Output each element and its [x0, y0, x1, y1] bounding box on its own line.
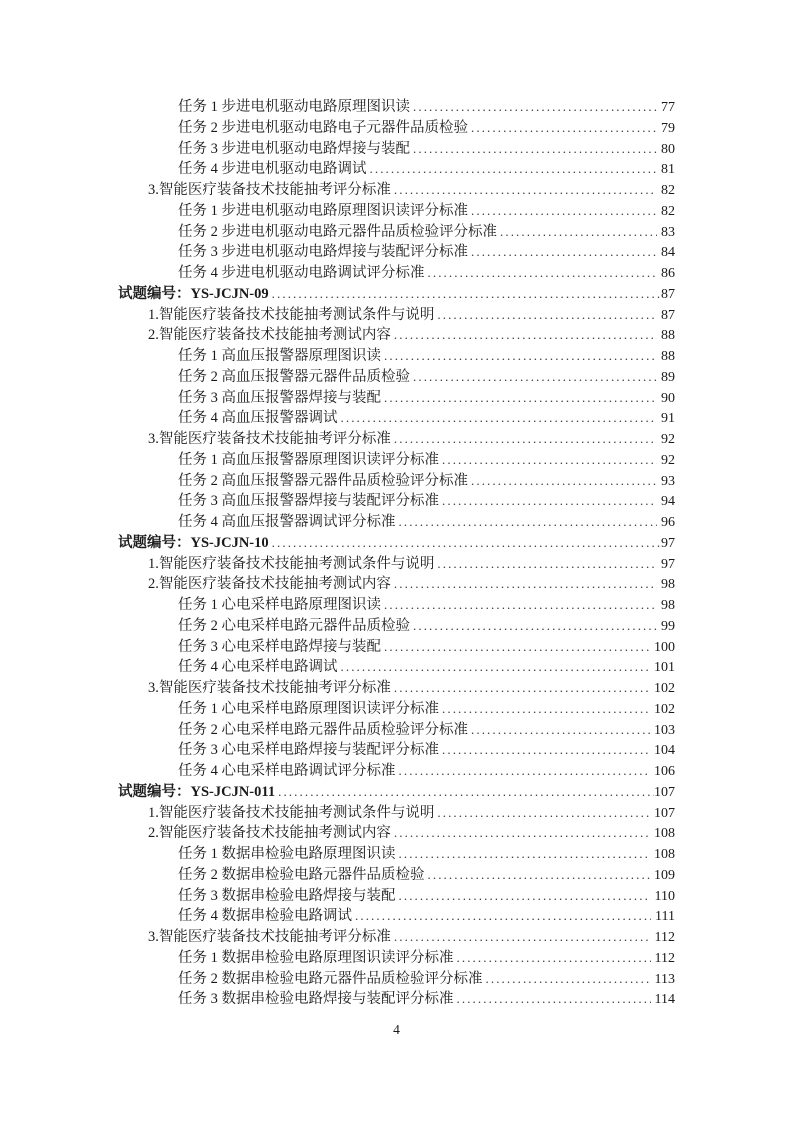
toc-entry [118, 512, 675, 533]
toc-leader-dots [457, 948, 651, 969]
toc-leader-dots [399, 761, 651, 782]
toc-leader-dots [394, 325, 657, 346]
toc-entry-title: 任务 1 心电采样电路原理图识读 [178, 597, 381, 613]
toc-entry-page-number: 92 [661, 452, 675, 468]
toc-entry [118, 948, 675, 969]
toc-entry-title: 任务 2 心电采样电路元器件品质检验评分标准 [178, 721, 468, 738]
toc-entry [118, 118, 675, 139]
toc-entry-title: 任务 4 步进电机驱动电路调试 [178, 161, 367, 178]
toc-entry-title: 试题编号：YS-JCJN-011 [118, 783, 276, 800]
toc-leader-dots [399, 512, 658, 533]
toc-entry-page-number: 87 [661, 286, 675, 302]
toc-entry-title: 任务 1 数据串检验电路原理图识读评分标准 [178, 949, 454, 966]
toc-leader-dots [272, 284, 661, 305]
toc-leader-dots [442, 491, 657, 512]
toc-entry-title: 任务 3 心电采样电路焊接与装配 [178, 638, 381, 655]
toc-entry [118, 533, 675, 554]
toc-leader-dots [394, 429, 657, 450]
toc-leader-dots [370, 159, 658, 180]
toc-entry [118, 346, 675, 367]
toc-entry-page-number: 81 [661, 162, 675, 178]
toc-leader-dots [394, 678, 650, 699]
toc-entry-title: 1.智能医疗装备技术技能抽考测试条件与说明 [148, 306, 435, 323]
toc-entry-title: 任务 3 数据串检验电路焊接与装配评分标准 [178, 991, 454, 1008]
toc-entry-page-number: 114 [654, 992, 675, 1008]
toc-leader-dots [278, 782, 654, 803]
toc-entry-title: 任务 3 高血压报警器焊接与装配 [178, 389, 381, 406]
toc-entry-title: 任务 3 高血压报警器焊接与装配评分标准 [178, 493, 439, 510]
toc-entry-page-number: 111 [655, 909, 675, 925]
toc-entry [118, 367, 675, 388]
toc-entry [118, 325, 675, 346]
toc-entry-page-number: 82 [661, 183, 675, 198]
toc-entry [118, 263, 675, 284]
toc-entry-title: 任务 1 步进电机驱动电路原理图识读评分标准 [178, 202, 468, 219]
toc-leader-dots [500, 222, 657, 243]
toc-leader-dots [428, 263, 658, 284]
toc-leader-dots [437, 554, 657, 575]
toc-entry-page-number: 109 [654, 867, 675, 883]
toc-entry-page-number: 86 [661, 266, 675, 281]
page-footer [0, 1020, 793, 1040]
toc-entry [118, 823, 675, 844]
toc-leader-dots [428, 865, 651, 886]
toc-leader-dots [486, 969, 651, 990]
toc-entry [118, 969, 675, 990]
toc-entry-page-number: 106 [654, 764, 675, 779]
toc-leader-dots [341, 408, 658, 429]
toc-leader-dots [384, 637, 650, 658]
toc-entry-page-number: 83 [661, 224, 675, 240]
toc-entry-page-number: 100 [654, 639, 675, 655]
toc-leader-dots [413, 97, 657, 118]
toc-entry-page-number: 89 [661, 369, 675, 385]
toc-entry [118, 201, 675, 222]
toc-entry-page-number: 88 [661, 349, 675, 364]
toc-entry-title: 任务 1 心电采样电路原理图识读评分标准 [178, 700, 439, 717]
toc-entry-page-number: 84 [661, 245, 675, 261]
toc-entry-title: 任务 1 高血压报警器原理图识读 [178, 348, 381, 364]
toc-entry [118, 844, 675, 865]
toc-leader-dots [394, 927, 651, 948]
toc-leader-dots [437, 305, 657, 326]
toc-entry-page-number: 87 [661, 307, 675, 323]
toc-entry-title: 任务 3 步进电机驱动电路焊接与装配 [178, 140, 410, 157]
toc-entry-page-number: 112 [654, 950, 675, 966]
toc-entry-title: 任务 1 高血压报警器原理图识读评分标准 [178, 451, 439, 468]
toc-entry [118, 222, 675, 243]
toc-entry-page-number: 91 [661, 411, 675, 427]
toc-leader-dots [355, 906, 651, 927]
toc-entry-page-number: 112 [654, 930, 675, 945]
toc-leader-dots [399, 844, 651, 865]
toc-entry-page-number: 97 [661, 556, 675, 572]
toc-entry-title: 任务 3 步进电机驱动电路焊接与装配评分标准 [178, 244, 468, 261]
toc-entry [118, 284, 675, 305]
toc-entry [118, 388, 675, 409]
toc-entry-title: 任务 4 心电采样电路调试 [178, 659, 338, 676]
toc-entry-title: 3.智能医疗装备技术技能抽考评分标准 [148, 182, 391, 198]
toc-entry [118, 989, 675, 1010]
toc-entry [118, 180, 675, 201]
toc-entry-page-number: 113 [654, 971, 675, 987]
toc-entry-title: 2.智能医疗装备技术技能抽考测试内容 [148, 576, 391, 593]
toc-entry-title: 任务 2 高血压报警器元器件品质检验评分标准 [178, 472, 468, 489]
toc-entry-page-number: 102 [654, 701, 675, 717]
toc-entry-title: 任务 1 数据串检验电路原理图识读 [178, 846, 396, 862]
toc-entry-title: 任务 4 步进电机驱动电路调试评分标准 [178, 265, 425, 281]
toc-leader-dots [413, 139, 657, 160]
toc-entry-page-number: 107 [654, 805, 675, 821]
toc-entry [118, 886, 675, 907]
toc-leader-dots [413, 616, 657, 637]
toc-entry-page-number: 92 [661, 432, 675, 447]
toc-entry-page-number: 77 [661, 100, 675, 115]
toc-entry [118, 782, 675, 803]
toc-entry-page-number: 108 [654, 847, 675, 862]
toc-entry-page-number: 79 [661, 120, 675, 136]
toc-leader-dots [471, 201, 657, 222]
toc-leader-dots [471, 471, 657, 492]
toc-leader-dots [341, 657, 651, 678]
toc-leader-dots [442, 450, 657, 471]
toc-entry-page-number: 108 [654, 826, 675, 842]
toc-entry [118, 616, 675, 637]
toc-entry-title: 2.智能医疗装备技术技能抽考测试内容 [148, 825, 391, 842]
toc-leader-dots [437, 803, 650, 824]
toc-entry-page-number: 101 [654, 660, 675, 676]
toc-leader-dots [394, 823, 650, 844]
toc-entry-title: 2.智能医疗装备技术技能抽考测试内容 [148, 327, 391, 344]
toc-entry [118, 699, 675, 720]
toc-entry [118, 450, 675, 471]
toc-entry-title: 任务 2 步进电机驱动电路电子元器件品质检验 [178, 119, 468, 136]
toc-leader-dots [442, 740, 650, 761]
toc-entry-page-number: 90 [661, 390, 675, 406]
toc-entry-title: 任务 4 心电采样电路调试评分标准 [178, 763, 396, 779]
toc-entry [118, 491, 675, 512]
footer-page-number: 4 [393, 1022, 400, 1037]
toc-leader-dots [394, 574, 657, 595]
toc-entry-title: 任务 3 心电采样电路焊接与装配评分标准 [178, 742, 439, 759]
toc-entry-page-number: 103 [654, 722, 675, 738]
toc-entry-title: 任务 4 高血压报警器调试 [178, 410, 338, 427]
toc-entry-title: 任务 2 数据串检验电路元器件品质检验 [178, 866, 425, 883]
toc-leader-dots [384, 595, 657, 616]
toc-entry-title: 1.智能医疗装备技术技能抽考测试条件与说明 [148, 804, 435, 821]
toc-entry-page-number: 88 [661, 328, 675, 344]
toc-entry-title: 试题编号：YS-JCJN-09 [118, 285, 269, 302]
toc-entry [118, 637, 675, 658]
toc-entry-page-number: 110 [654, 888, 675, 904]
toc-entry-title: 3.智能医疗装备技术技能抽考评分标准 [148, 929, 391, 945]
toc-entry [118, 139, 675, 160]
toc-entry-page-number: 93 [661, 473, 675, 489]
toc-entry [118, 471, 675, 492]
toc-leader-dots [471, 720, 650, 741]
toc-leader-dots [442, 699, 650, 720]
toc-entry-page-number: 104 [654, 743, 675, 759]
toc-entry-title: 任务 2 数据串检验电路元器件品质检验评分标准 [178, 970, 483, 987]
toc-entry [118, 657, 675, 678]
toc-entry-title: 任务 1 步进电机驱动电路原理图识读 [178, 99, 410, 115]
toc-entry [118, 720, 675, 741]
toc-entry-page-number: 96 [661, 515, 675, 530]
toc-entry [118, 803, 675, 824]
toc-leader-dots [471, 118, 657, 139]
toc-entry-title: 3.智能医疗装备技术技能抽考评分标准 [148, 680, 391, 696]
toc-entry-page-number: 94 [661, 494, 675, 510]
toc-entry-page-number: 99 [661, 618, 675, 634]
toc-entry-page-number: 98 [661, 598, 675, 613]
toc-entry [118, 159, 675, 180]
toc-entry [118, 740, 675, 761]
toc-leader-dots [471, 242, 657, 263]
toc-entry [118, 678, 675, 699]
toc-entry [118, 429, 675, 450]
toc-entry-page-number: 102 [654, 681, 675, 696]
toc-entry [118, 906, 675, 927]
toc-entry-page-number: 80 [661, 141, 675, 157]
toc-leader-dots [399, 886, 651, 907]
toc-entry-title: 任务 2 步进电机驱动电路元器件品质检验评分标准 [178, 223, 497, 240]
toc-leader-dots [384, 346, 657, 367]
toc-entry-page-number: 82 [661, 203, 675, 219]
toc-entry [118, 408, 675, 429]
toc-entry-title: 试题编号：YS-JCJN-10 [118, 534, 269, 551]
toc-entry-title: 任务 3 数据串检验电路焊接与装配 [178, 887, 396, 904]
toc-entry [118, 865, 675, 886]
toc-entry [118, 595, 675, 616]
toc-entry [118, 305, 675, 326]
toc-entry-page-number: 97 [661, 535, 675, 551]
toc-entry [118, 574, 675, 595]
toc-entry-page-number: 107 [654, 784, 675, 800]
toc-entry-page-number: 98 [661, 577, 675, 593]
toc-entry [118, 927, 675, 948]
toc-leader-dots [384, 388, 657, 409]
toc-entry [118, 97, 675, 118]
toc-leader-dots [413, 367, 657, 388]
toc-list [118, 97, 675, 1010]
toc-entry [118, 761, 675, 782]
toc-leader-dots [457, 989, 651, 1010]
toc-entry-title: 3.智能医疗装备技术技能抽考评分标准 [148, 431, 391, 447]
toc-entry-title: 任务 4 高血压报警器调试评分标准 [178, 514, 396, 530]
toc-entry-title: 1.智能医疗装备技术技能抽考测试条件与说明 [148, 555, 435, 572]
toc-leader-dots [394, 180, 657, 201]
toc-entry-title: 任务 4 数据串检验电路调试 [178, 908, 352, 925]
toc-entry-title: 任务 2 高血压报警器元器件品质检验 [178, 368, 410, 385]
toc-leader-dots [272, 533, 661, 554]
toc-entry [118, 554, 675, 575]
toc-entry [118, 242, 675, 263]
toc-entry-title: 任务 2 心电采样电路元器件品质检验 [178, 617, 410, 634]
